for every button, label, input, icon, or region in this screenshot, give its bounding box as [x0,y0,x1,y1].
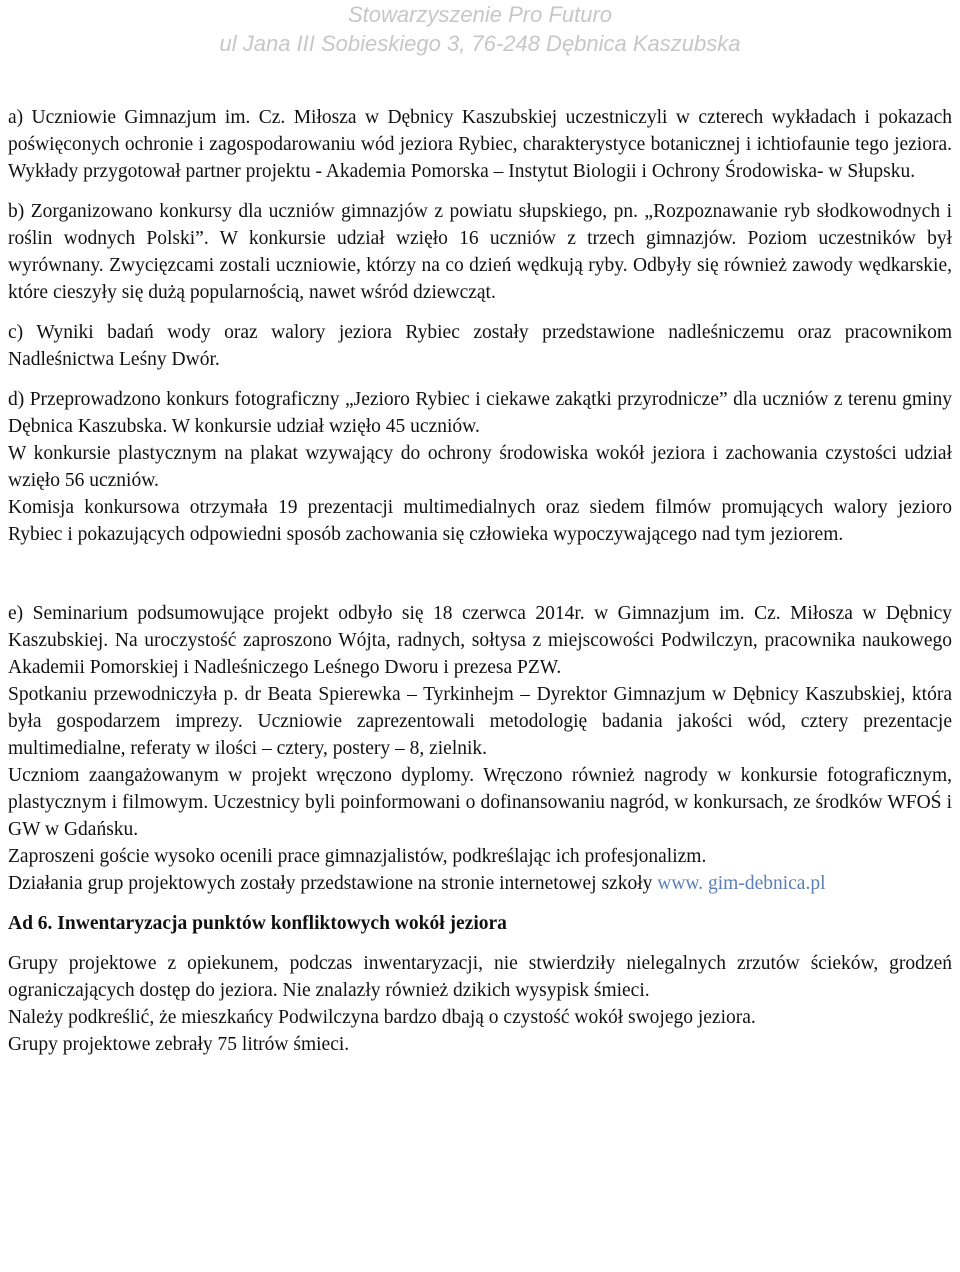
paragraph-c: c) Wyniki badań wody oraz walory jeziora Rybiec zostały przedstawione nadleśniczemu oraz pracownikom Nadleśnictwa Leśny Dwór. [8,322,952,370]
section-heading-ad6: Ad 6. Inwentaryzacja punktów konfliktowych wokół jeziora [8,913,507,934]
paragraph-a: a) Uczniowie Gimnazjum im. Cz. Miłosza w Dębnicy Kaszubskiej uczestniczyli w czterech wykładach i pokazach poświęconych ochronie i zagospodarowaniu wód jeziora Rybiec, charakterystyce botanicznej i ichtiofaunie tego jeziora. Wykłady przygotował partner projektu - Akademia Pomorska – Instytut Biologii i Ochrony Środowiska- w Słupsku. [8,107,952,182]
letterhead [0,0,960,58]
paragraph-e-awards: Uczniom zaangażowanym w projekt wręczono dyplomy. Wręczono również nagrody w konkursie fotograficznym, plastycznym i filmowym. Uczestnicy byli poinformowani o dofinansowaniu nagród, w konkursach, ze środków WFOŚ i GW w Gdańsku. [8,765,952,840]
paragraph-e-seminar: e) Seminarium podsumowujące projekt odbyło się 18 czerwca 2014r. w Gimnazjum im. Cz. Miłosza w Dębnicy Kaszubskiej. Na uroczystość zaproszono Wójta, radnych, sołtysa z miejscowości Podwilczyn, pracownika naukowego Akademii Pomorskiej i Nadleśniczego Leśnego Dworu i prezesa PZW. [8,603,952,678]
letterhead-organization: Stowarzyszenie Pro Futuro [347,2,613,27]
paragraph-d-art-contest: W konkursie plastycznym na plakat wzywający do ochrony środowiska wokół jeziora i zachowania czystości udział wzięło 56 uczniów. [8,443,952,491]
school-website-link[interactable]: www. gim-debnica.pl [657,873,826,894]
paragraph-b: b) Zorganizowano konkursy dla uczniów gimnazjów z powiatu słupskiego, pn. „Rozpoznawanie ryb słodkowodnych i roślin wodnych Polski”. W konkursie udział wzięło 16 uczniów z trzech gimnazjów. Poziom uczestników był wyrównany. Zwycięzcami zostali uczniowie, którzy na co dzień wędkują ryby. Odbyły się również zawody wędkarskie, które cieszyły się dużą popularnością, nawet wśród dziewcząt. [8,201,952,303]
letterhead-address: ul Jana III Sobieskiego 3, 76-248 Dębnica Kaszubska [219,31,741,56]
paragraph-ad6-litter: Grupy projektowe zebrały 75 litrów śmieci. [8,1034,350,1055]
paragraph-d-photo-contest: d) Przeprowadzono konkurs fotograficzny „Jezioro Rybiec i ciekawe zakątki przyrodnicze” dla uczniów z terenu gminy Dębnica Kaszubska. W konkursie udział wzięło 45 uczniów. [8,389,952,437]
paragraph-e-chair: Spotkaniu przewodniczyła p. dr Beata Spierewka – Tyrkinhejm – Dyrektor Gimnazjum w Dębnicy Kaszubskiej, która była gospodarzem imprezy. Uczniowie zaprezentowali metodologię badania jakości wód, cztery prezentacje multimedialne, referaty w ilości – cztery, postery – 8, zielnik. [8,684,952,759]
paragraph-e-website [8,870,952,897]
paragraph-e-guests: Zaproszeni goście wysoko ocenili prace gimnazjalistów, podkreślając ich profesjonalizm. [8,846,707,867]
paragraph-ad6-residents: Należy podkreślić, że mieszkańcy Podwilczyna bardzo dbają o czystość wokół swojego jeziora. [8,1007,756,1028]
paragraph-d-commission: Komisja konkursowa otrzymała 19 prezentacji multimedialnych oraz siedem filmów promujących walory jezioro Rybiec i pokazujących odpowiedni sposób zachowania się człowieka wypoczywającego nad tym jeziorem. [8,497,952,545]
website-sentence: Działania grup projektowych zostały przedstawione na stronie internetowej szkoły [8,873,653,894]
document-body [8,104,952,1058]
paragraph-ad6-inventory: Grupy projektowe z opiekunem, podczas inwentaryzacji, nie stwierdziły nielegalnych zrzutów ścieków, grodzeń ograniczających dostęp do jeziora. Nie znalazły również dzikich wysypisk śmieci. [8,953,952,1001]
